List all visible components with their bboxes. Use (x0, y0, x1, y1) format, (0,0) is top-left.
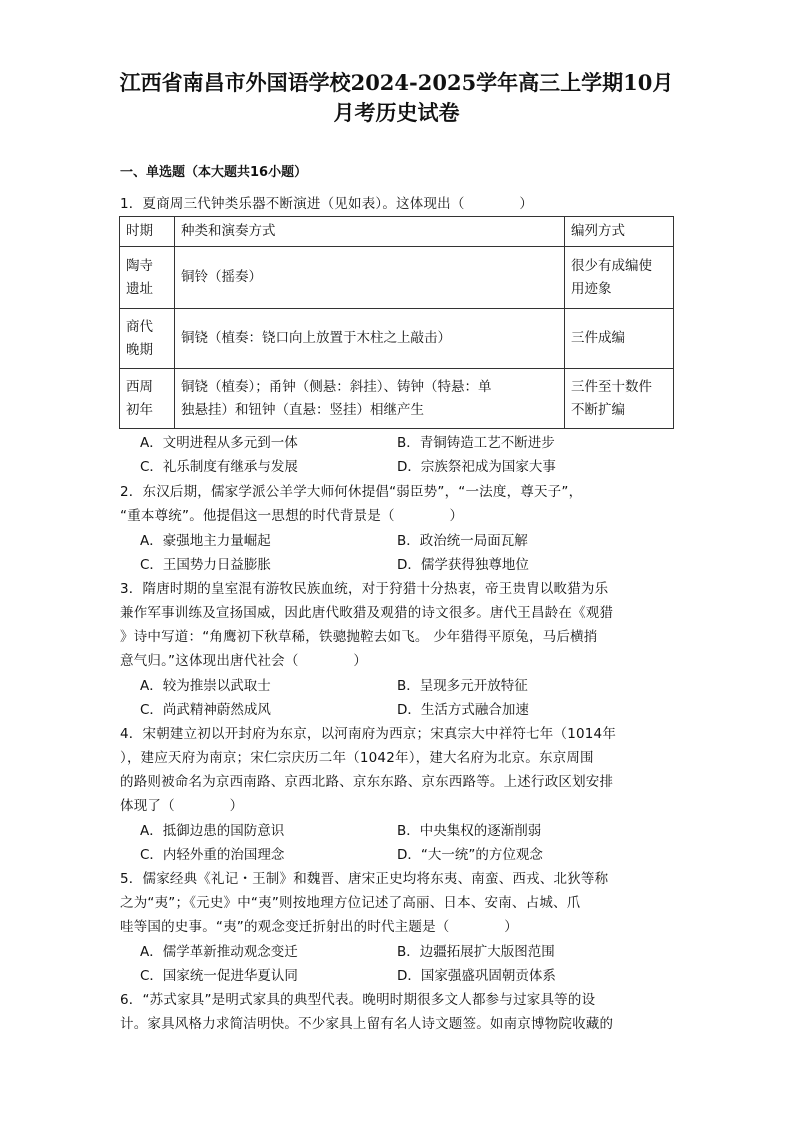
q4-line: 体现了（ ） (120, 798, 244, 814)
q2-line: 2．东汉后期，儒家学派公羊学大师何休提倡“弱臣势”，“一法度，尊天子”， (120, 484, 583, 500)
table-header-row (120, 217, 674, 247)
q1-option-a[interactable]: A．文明进程从多元到一体 (140, 435, 298, 451)
q3-line: 》诗中写道：“角鹰初下秋草稀，铁骢抛鞚去如飞。 少年猎得平原兔，马后横捎 (120, 629, 598, 645)
q5-option-b[interactable]: B．边疆拓展扩大版图范围 (397, 944, 555, 960)
table-cell-type: 铜铙（植奏：铙口向上放置于木柱之上敲击） (175, 309, 565, 369)
q3-line: 兼作军事训练及宣扬国威，因此唐代畋猎及观猎的诗文很多。唐代王昌龄在《观猎 (120, 605, 614, 621)
table-header-cell: 种类和演奏方式 (175, 217, 565, 247)
table-cell-period: 西周 初年 (120, 369, 175, 429)
table-cell-type: 铜铃（摇奏） (175, 247, 565, 309)
page-title (100, 68, 693, 128)
q6-line: 6．“苏式家具”是明式家具的典型代表。晚明时期很多文人都参与过家具等的设 (120, 992, 596, 1008)
q3-line: 3．隋唐时期的皇室混有游牧民族血统，对于狩猎十分热衷，帝王贵胄以畋猎为乐 (120, 581, 609, 597)
title-line-2: 月考历史试卷 (333, 100, 460, 125)
q2-option-a[interactable]: A．豪强地主力量崛起 (140, 533, 271, 549)
q4-line: ），建应天府为南京；宋仁宗庆历二年（1042年），建大名府为北京。东京周围 (120, 750, 594, 766)
table-row (120, 309, 674, 369)
q2-option-d[interactable]: D．儒学获得独尊地位 (397, 557, 529, 573)
q4-option-c[interactable]: C．内轻外重的治国理念 (140, 847, 285, 863)
q5-option-d[interactable]: D．国家强盛巩固朝贡体系 (397, 968, 556, 984)
q3-option-d[interactable]: D．生活方式融合加速 (397, 702, 529, 718)
section-heading: 一、单选题（本大题共16小题） (120, 165, 308, 180)
q3-option-a[interactable]: A．较为推崇以武取士 (140, 678, 271, 694)
q1-table (119, 216, 674, 429)
table-cell-type: 铜铙（植奏）；甬钟（侧悬：斜挂）、铸钟（特悬：单 独悬挂）和钮钟（直悬：竖挂）相继产生 (175, 369, 565, 429)
q5-option-a[interactable]: A．儒学革新推动观念变迁 (140, 944, 298, 960)
table-header-cell: 时期 (120, 217, 175, 247)
q2-line: “重本尊统”。他提倡这一思想的时代背景是（ ） (120, 508, 464, 524)
title-line-1: 江西省南昌市外国语学校2024-2025学年高三上学期10月 (119, 70, 674, 95)
q1-stem: 1．夏商周三代钟类乐器不断演进（见如表）。这体现出（ ） (120, 196, 534, 212)
q5-line: 哇等国的史事。“夷”的观念变迁折射出的时代主题是（ ） (120, 919, 518, 935)
q2-option-b[interactable]: B．政治统一局面瓦解 (397, 533, 528, 549)
table-cell-period: 商代 晚期 (120, 309, 175, 369)
table-row (120, 247, 674, 309)
q1-option-b[interactable]: B．青铜铸造工艺不断进步 (397, 435, 555, 451)
table-cell-arrangement: 三件成编 (565, 309, 674, 369)
q1-option-c[interactable]: C．礼乐制度有继承与发展 (140, 459, 298, 475)
q4-option-a[interactable]: A．抵御边患的国防意识 (140, 823, 285, 839)
table-row (120, 369, 674, 429)
q1-option-d[interactable]: D．宗族祭祀成为国家大事 (397, 459, 556, 475)
q3-option-b[interactable]: B．呈现多元开放特征 (397, 678, 528, 694)
q4-line: 4．宋朝建立初以开封府为东京，以河南府为西京；宋真宗大中祥符七年（1014年 (120, 726, 617, 742)
q5-line: 5．儒家经典《礼记・王制》和魏晋、唐宋正史均将东夷、南蛮、西戎、北狄等称 (120, 871, 609, 887)
q4-option-d[interactable]: D．“大一统”的方位观念 (397, 847, 543, 863)
q3-line: 意气归。”这体现出唐代社会（ ） (120, 653, 368, 669)
q4-line: 的路则被命名为京西南路、京西北路、京东东路、京东西路等。上述行政区划安排 (120, 774, 614, 790)
table-cell-period: 陶寺 遗址 (120, 247, 175, 309)
table-cell-arrangement: 三件至十数件 不断扩编 (565, 369, 674, 429)
q2-option-c[interactable]: C．王国势力日益膨胀 (140, 557, 271, 573)
q5-line: 之为“夷”；《元史》中“夷”则按地理方位记述了高丽、日本、安南、占城、爪 (120, 895, 581, 911)
q3-option-c[interactable]: C．尚武精神蔚然成风 (140, 702, 271, 718)
q4-option-b[interactable]: B．中央集权的逐渐削弱 (397, 823, 542, 839)
table-header-cell: 编列方式 (565, 217, 674, 247)
q6-line: 计。家具风格力求简洁明快。不少家具上留有名人诗文题签。如南京博物院收藏的 (120, 1016, 614, 1032)
q5-option-c[interactable]: C．国家统一促进华夏认同 (140, 968, 298, 984)
table-cell-arrangement: 很少有成编使 用迹象 (565, 247, 674, 309)
